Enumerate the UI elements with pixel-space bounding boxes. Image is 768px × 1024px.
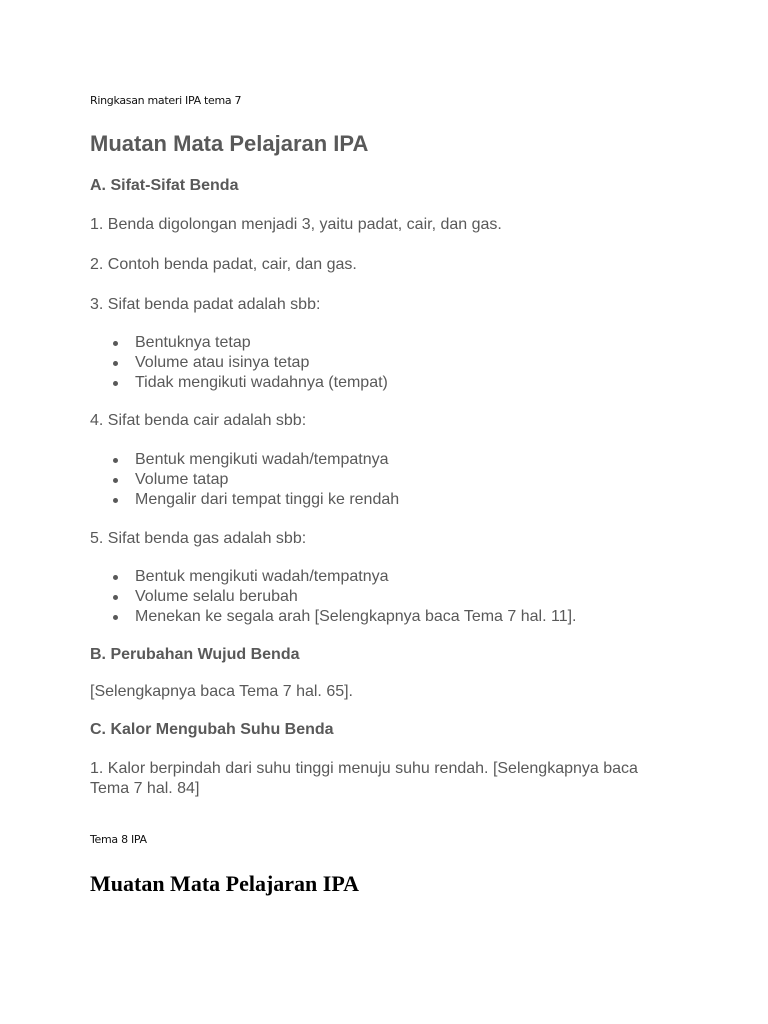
- bullet-icon: [113, 498, 118, 503]
- list-item: Menekan ke segala arah [Selengkapnya baca Tema 7 hal. 11].: [90, 607, 576, 627]
- solid-properties-list: [90, 333, 388, 393]
- bullet-icon: [113, 341, 118, 346]
- list-item: Volume selalu berubah: [90, 587, 576, 607]
- list-item: Volume tatap: [90, 470, 399, 490]
- bullet-icon: [113, 575, 118, 580]
- section-b-paragraph: [Selengkapnya baca Tema 7 hal. 65].: [90, 683, 353, 700]
- bullet-icon: [113, 478, 118, 483]
- paragraph-4: 4. Sifat benda cair adalah sbb:: [90, 412, 307, 429]
- list-item: Bentuk mengikuti wadah/tempatnya: [90, 567, 576, 587]
- second-title: Muatan Mata Pelajaran IPA: [90, 871, 360, 896]
- bullet-icon: [113, 595, 118, 600]
- liquid-properties-list: [90, 450, 399, 510]
- gas-properties-list: [90, 567, 576, 627]
- section-c-heading: C. Kalor Mengubah Suhu Benda: [90, 721, 334, 738]
- list-item: Bentuknya tetap: [90, 333, 388, 353]
- top-label: Ringkasan materi IPA tema 7: [90, 94, 242, 107]
- page-title: Muatan Mata Pelajaran IPA: [90, 131, 369, 156]
- section-b-heading: B. Perubahan Wujud Benda: [90, 646, 300, 663]
- paragraph-2: 2. Contoh benda padat, cair, dan gas.: [90, 256, 357, 273]
- bullet-icon: [113, 615, 118, 620]
- section-c-paragraph-line2: Tema 7 hal. 84]: [90, 780, 200, 797]
- bullet-icon: [113, 458, 118, 463]
- paragraph-1: 1. Benda digolongan menjadi 3, yaitu padat, cair, dan gas.: [90, 216, 502, 233]
- bullet-icon: [113, 381, 118, 386]
- bullet-icon: [113, 361, 118, 366]
- bottom-label: Tema 8 IPA: [90, 833, 147, 846]
- section-a-heading: A. Sifat-Sifat Benda: [90, 177, 239, 194]
- list-item: Bentuk mengikuti wadah/tempatnya: [90, 450, 399, 470]
- list-item: Mengalir dari tempat tinggi ke rendah: [90, 490, 399, 510]
- list-item: Volume atau isinya tetap: [90, 353, 388, 373]
- paragraph-3: 3. Sifat benda padat adalah sbb:: [90, 296, 321, 313]
- list-item: Tidak mengikuti wadahnya (tempat): [90, 373, 388, 393]
- section-c-paragraph-line1: 1. Kalor berpindah dari suhu tinggi menuju suhu rendah. [Selengkapnya baca: [90, 760, 638, 777]
- paragraph-5: 5. Sifat benda gas adalah sbb:: [90, 530, 307, 547]
